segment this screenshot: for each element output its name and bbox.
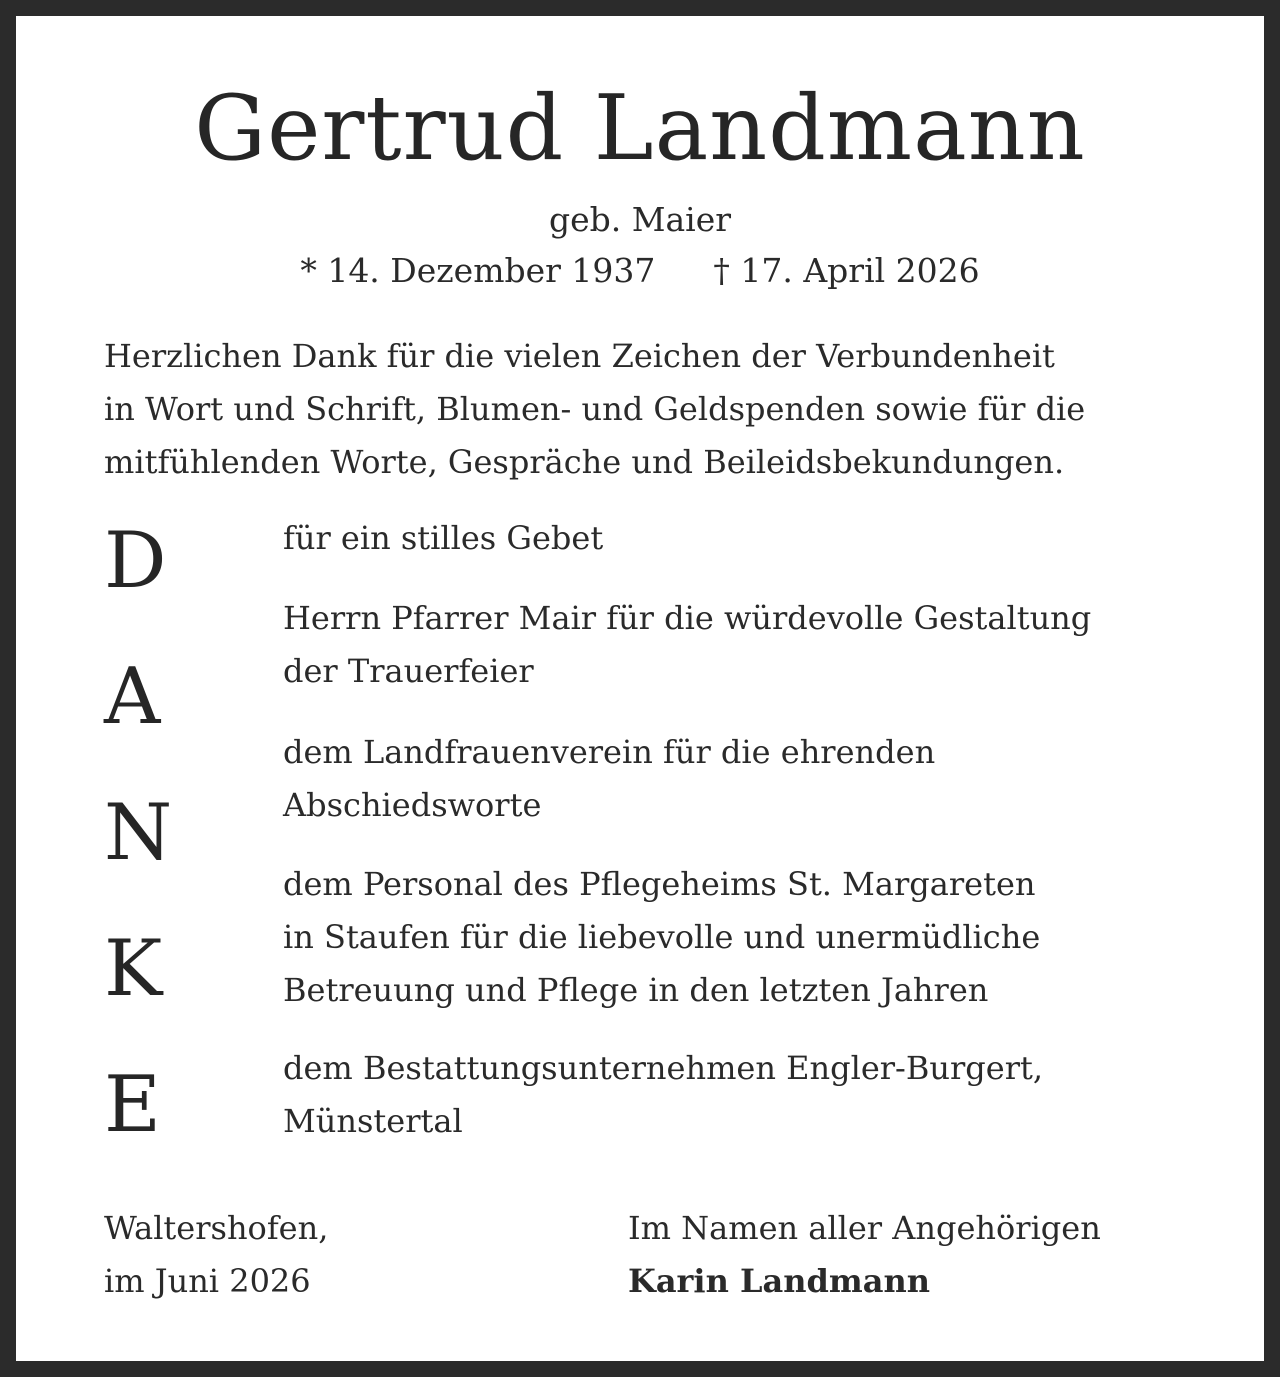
danke-letter-e: E xyxy=(104,1060,161,1150)
maiden-name: geb. Maier xyxy=(548,200,732,239)
signer-name: Karin Landmann xyxy=(628,1262,930,1300)
intro-line: in Wort und Schrift, Blumen- und Geldspenden sowie für die xyxy=(104,390,1086,428)
birth-date: * 14. Dezember 1937 xyxy=(300,251,656,290)
obituary-card xyxy=(16,16,1264,1361)
thanks-entry-landfrauen xyxy=(283,726,1213,832)
thanks-entry-care-home xyxy=(283,858,1213,1017)
entry-line: dem Landfrauenverein für die ehrenden xyxy=(283,733,936,771)
danke-letter-a: A xyxy=(104,652,161,742)
deceased-name: Gertrud Landmann xyxy=(194,76,1086,181)
danke-letter-n: N xyxy=(104,788,173,878)
thanks-entry-prayer xyxy=(283,512,1213,565)
entry-line: Münstertal xyxy=(283,1102,463,1140)
thanks-entry-funeral-home xyxy=(283,1042,1213,1148)
intro-line: mitfühlenden Worte, Gespräche und Beileidsbekundungen. xyxy=(104,443,1065,481)
entry-line: in Staufen für die liebevolle und unermüdliche xyxy=(283,918,1041,956)
entry-line: dem Bestattungsunternehmen Engler-Burgert, xyxy=(283,1049,1044,1087)
death-date: † 17. April 2026 xyxy=(713,251,980,290)
danke-letter-k: K xyxy=(104,924,163,1014)
on-behalf-line: Im Namen aller Angehörigen xyxy=(628,1209,1101,1247)
date: im Juni 2026 xyxy=(104,1262,311,1300)
entry-line: dem Personal des Pflegeheims St. Margareten xyxy=(283,865,1036,903)
entry-line: Abschiedsworte xyxy=(283,786,542,824)
entry-line: Betreuung und Pflege in den letzten Jahren xyxy=(283,971,989,1009)
signature-block xyxy=(628,1202,1101,1308)
entry-line: für ein stilles Gebet xyxy=(283,519,604,557)
place: Waltershofen, xyxy=(104,1209,329,1247)
thanks-intro xyxy=(104,330,1204,489)
place-and-date xyxy=(104,1202,328,1308)
intro-line: Herzlichen Dank für die vielen Zeichen der Verbundenheit xyxy=(104,337,1055,375)
entry-line: der Trauerfeier xyxy=(283,652,534,690)
danke-letter-d: D xyxy=(104,516,167,606)
entry-line: Herrn Pfarrer Mair für die würdevolle Gestaltung xyxy=(283,599,1092,637)
thanks-entry-pastor xyxy=(283,592,1213,698)
life-dates xyxy=(16,250,1264,292)
